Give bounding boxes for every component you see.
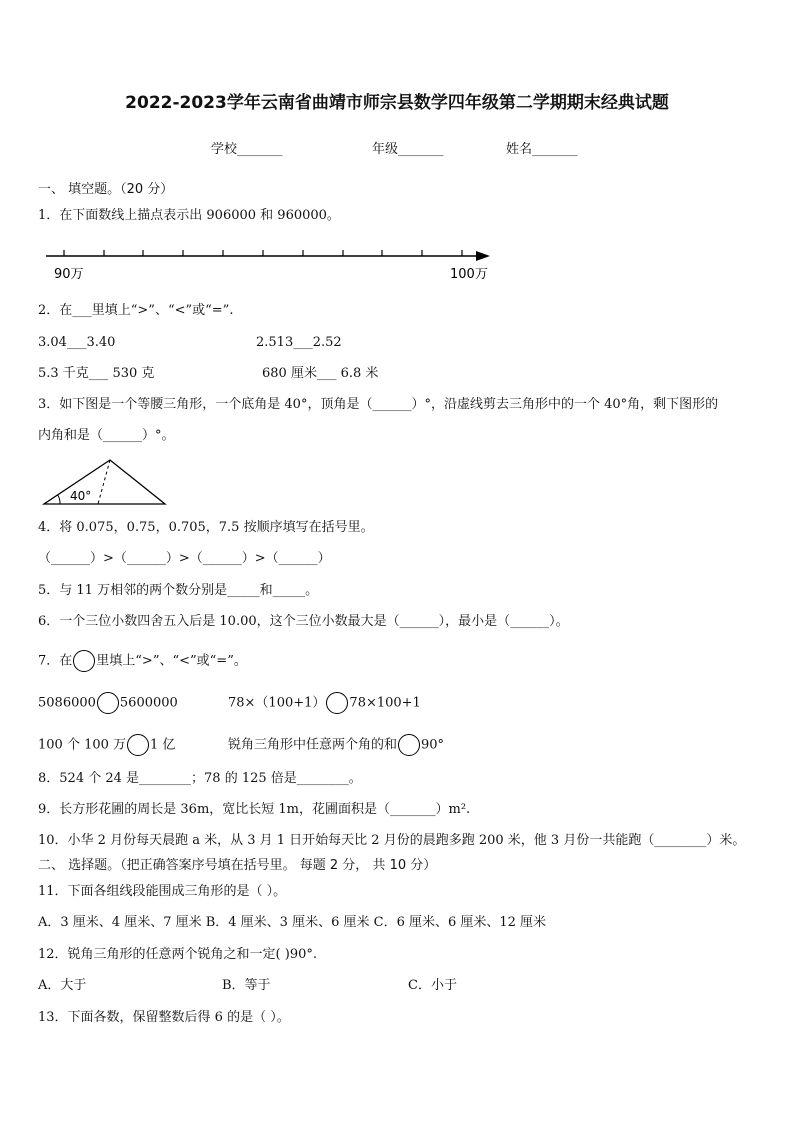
number-line-right-label: 100万	[450, 267, 488, 282]
question-7b: 78×（100+1） 78×100+1	[228, 692, 421, 714]
question-10: 10．小华 2 月份每天晨跑 a 米，从 3 月 1 日开始每天比 2 月份的晨跑多跑 200 米，他 3 月份一共能跑（________）米。	[38, 833, 746, 848]
question-7a: 5086000 5600000	[38, 692, 178, 714]
question-1: 1．在下面数线上描点表示出 906000 和 960000。	[38, 208, 340, 223]
number-line-left-label: 90万	[54, 267, 84, 282]
question-5: 5．与 11 万相邻的两个数分别是_____和_____。	[38, 583, 319, 598]
page-title: 2022-2023学年云南省曲靖市师宗县数学四年级第二学期期末经典试题	[125, 93, 669, 113]
question-9: 9．长方形花圃的周长是 36m，宽比长短 1m，花圃面积是（_______）m².	[38, 802, 471, 817]
question-4-blanks: （______）>（______）>（______）>（______）	[38, 551, 331, 566]
number-line	[40, 240, 540, 290]
number-line-arrow	[476, 251, 490, 261]
section-multiple-choice: 二、 选择题。（把正确答案序号填在括号里。 每题 2 分， 共 10 分）	[38, 858, 437, 873]
isosceles-triangle	[40, 456, 180, 508]
number-line-ticks	[64, 250, 462, 256]
question-3-line2: 内角和是（______）°。	[38, 428, 175, 443]
question-3-line1: 3．如下图是一个等腰三角形，一个底角是 40°，顶角是（______）°，沿虚线剪去三角形中的一个 40°角，剩下图形的	[38, 397, 719, 412]
question-13: 13．下面各数，保留整数后得 6 的是（ ）。	[38, 1010, 290, 1025]
compare-circle[interactable]	[73, 650, 95, 672]
angle-label: 40°	[70, 489, 92, 503]
question-7d: 锐角三角形中任意两个角的和 90°	[228, 734, 444, 756]
question-7c: 100 个 100 万 1 亿	[38, 734, 175, 756]
option-a[interactable]: A．大于	[38, 978, 87, 993]
grade-field[interactable]: 年级_______	[372, 142, 444, 157]
question-2: 2．在___里填上“>”、“<”或“=”.	[38, 303, 234, 318]
school-field[interactable]: 学校_______	[211, 142, 283, 157]
question-7: 7．在 里填上“>”、“<”或“=”。	[38, 650, 247, 672]
question-12: 12．锐角三角形的任意两个锐角之和一定( )90°.	[38, 947, 317, 962]
question-8: 8．524 个 24 是________；78 的 125 倍是________。	[38, 771, 362, 786]
compare-circle[interactable]	[398, 734, 420, 756]
compare-circle[interactable]	[326, 692, 348, 714]
question-6: 6．一个三位小数四舍五入后是 10.00，这个三位小数最大是（______），最小是（______）。	[38, 614, 569, 629]
option-b[interactable]: B．等于	[222, 978, 271, 993]
question-11-options: A．3 厘米、4 厘米、7 厘米 B．4 厘米、3 厘米、6 厘米 C．6 厘米、6 厘米、12 厘米	[38, 915, 547, 930]
section-fill-blank: 一、 填空题。（20 分）	[38, 182, 174, 197]
question-2c: 5.3 千克___ 530 克	[38, 366, 155, 381]
question-11: 11．下面各组线段能围成三角形的是（ ）。	[38, 884, 287, 899]
option-c[interactable]: C．小于	[408, 978, 457, 993]
name-field[interactable]: 姓名_______	[506, 142, 578, 157]
question-2a: 3.04___3.40	[38, 335, 116, 350]
question-2d: 680 厘米___ 6.8 米	[262, 366, 379, 381]
question-4: 4．将 0.075，0.75，0.705，7.5 按顺序填写在括号里。	[38, 520, 374, 535]
compare-circle[interactable]	[97, 692, 119, 714]
compare-circle[interactable]	[127, 734, 149, 756]
question-2b: 2.513___2.52	[256, 335, 342, 350]
